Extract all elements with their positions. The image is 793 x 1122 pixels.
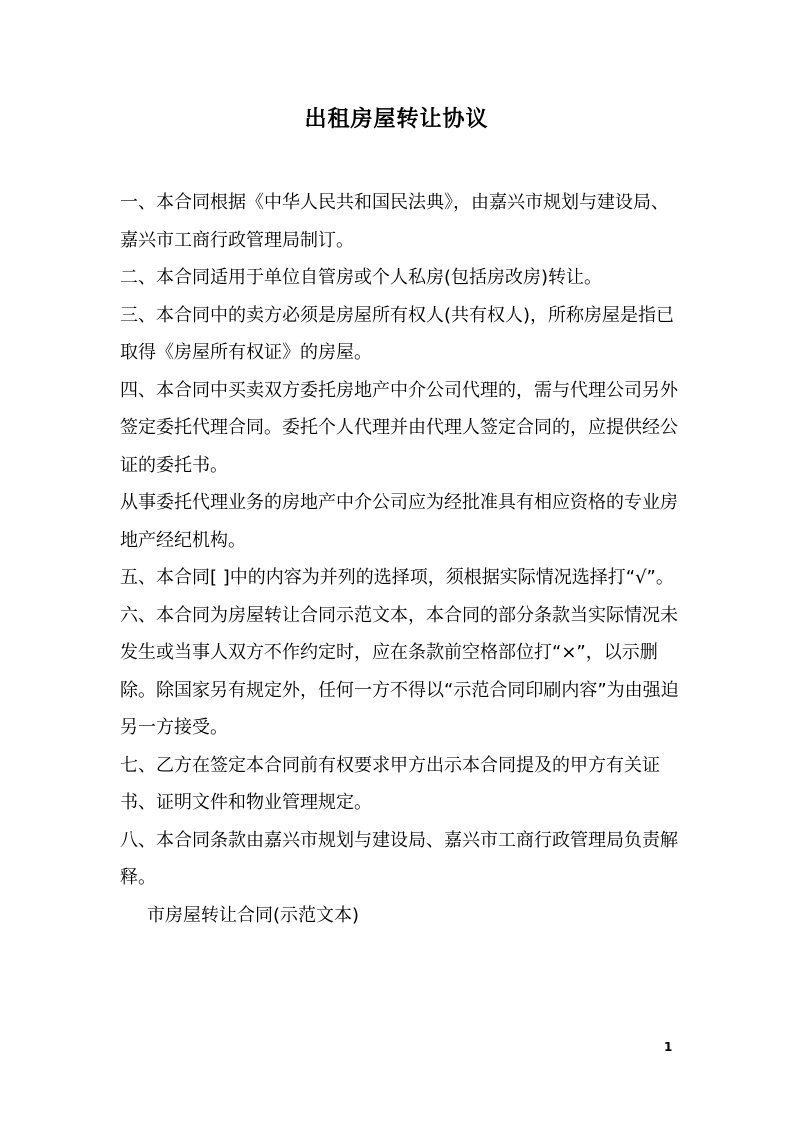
document-body <box>120 184 680 934</box>
document-title: 出租房屋转让协议 <box>304 107 489 132</box>
paragraph-3: 三、本合同中的卖方必须是房屋所有权人(共有权人)，所称房屋是指已取得《房屋所有权证》的房屋。 <box>120 304 675 363</box>
paragraph-6: 五、本合同[ ]中的内容为并列的选择项，须根据实际情况选择打“√”。 <box>120 567 674 588</box>
paragraph-5: 从事委托代理业务的房地产中介公司应为经批准具有相应资格的专业房地产经纪机构。 <box>120 492 678 551</box>
paragraph-8: 七、乙方在签定本合同前有权要求甲方出示本合同提及的甲方有关证书、证明文件和物业管理规定。 <box>120 754 660 813</box>
paragraph-9: 八、本合同条款由嘉兴市规划与建设局、嘉兴市工商行政管理局负责解释。 <box>120 829 678 888</box>
paragraph-7: 六、本合同为房屋转让合同示范文本，本合同的部分条款当实际情况未发生或当事人双方不作约定时，应在条款前空格部位打“×”，以示删除。除国家另有规定外，任何一方不得以“示范合同印刷内容”为由强迫另一方接受。 <box>120 604 679 738</box>
paragraph-4: 四、本合同中买卖双方委托房地产中介公司代理的，需与代理公司另外签定委托代理合同。委托个人代理并由代理人签定合同的，应提供经公证的委托书。 <box>120 379 678 476</box>
contract-subtitle: 市房屋转让合同(示范文本) <box>147 904 360 926</box>
paragraph-2: 二、本合同适用于单位自管房或个人私房(包括房改房)转让。 <box>120 267 603 288</box>
paragraph-1: 一、本合同根据《中华人民共和国民法典》，由嘉兴市规划与建设局、嘉兴市工商行政管理局制订。 <box>120 192 669 251</box>
page-number: 1 <box>664 1040 673 1054</box>
